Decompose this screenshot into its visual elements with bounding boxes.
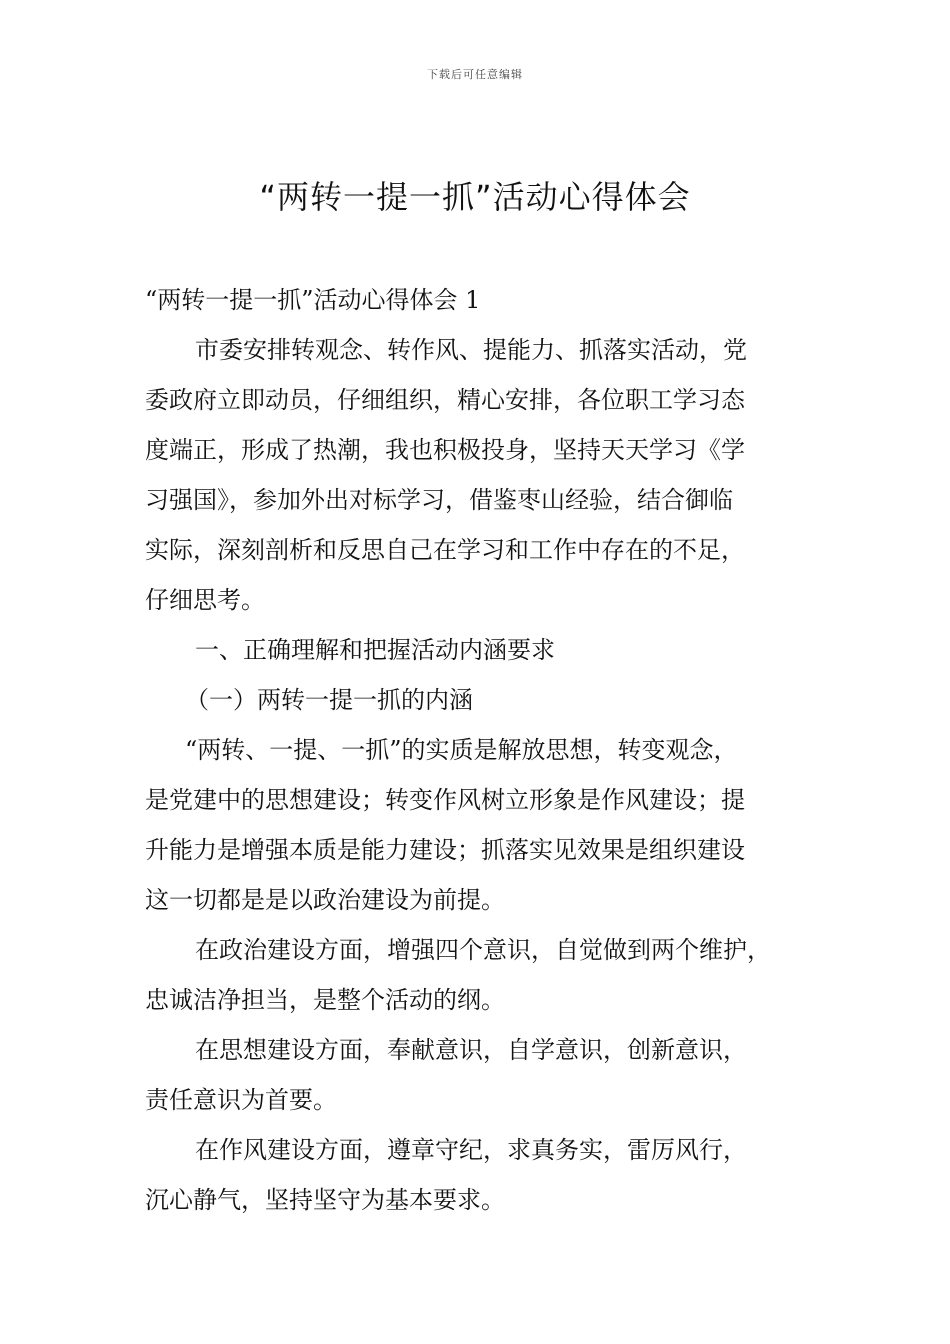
- paragraph-line: 度端正，形成了热潮，我也积极投身，坚持天天学习《学: [145, 436, 745, 464]
- paragraph-line: 这一切都是是以政治建设为前提。: [145, 886, 505, 914]
- paragraph-line: 责任意识为首要。: [145, 1086, 337, 1114]
- paragraph-line: 习强国》，参加外出对标学习，借鉴枣山经验，结合御临: [145, 486, 733, 514]
- paragraph-political: [145, 925, 810, 1025]
- paragraph-line: 委政府立即动员，仔细组织，精心安排，各位职工学习态: [145, 386, 745, 414]
- paragraph-line: 实际，深刻剖析和反思自己在学习和工作中存在的不足，: [145, 536, 745, 564]
- paragraph-line: 忠诚洁净担当，是整个活动的纲。: [145, 986, 505, 1014]
- paragraph-intro: [145, 325, 810, 625]
- section-subtitle: “两转一提一抓”活动心得体会 1: [145, 286, 481, 314]
- paragraph-line: “两转、一提、一抓”的实质是解放思想，转变观念，: [185, 736, 738, 764]
- paragraph-line: 是党建中的思想建设；转变作风树立形象是作风建设；提: [145, 786, 745, 814]
- paragraph-style: [145, 1125, 810, 1225]
- paragraph-line: 升能力是增强本质是能力建设；抓落实见效果是组织建设: [145, 836, 745, 864]
- heading-level-2: （一）两转一提一抓的内涵: [185, 686, 473, 714]
- document-body: [145, 275, 810, 1225]
- paragraph-line: 在政治建设方面，增强四个意识，自觉做到两个维护，: [195, 936, 771, 964]
- paragraph-line: 沉心静气，坚持坚守为基本要求。: [145, 1186, 505, 1214]
- paragraph-line: 在思想建设方面，奉献意识，自学意识，创新意识，: [195, 1036, 747, 1064]
- paragraph-ideological: [145, 1025, 810, 1125]
- paragraph-line: 仔细思考。: [145, 586, 265, 614]
- header-note: 下载后可任意编辑: [427, 68, 523, 81]
- paragraph-meaning: [145, 725, 810, 925]
- document-title: “两转一提一抓”活动心得体会: [259, 178, 691, 216]
- paragraph-line: 在作风建设方面，遵章守纪，求真务实，雷厉风行，: [195, 1136, 747, 1164]
- paragraph-line: 市委安排转观念、转作风、提能力、抓落实活动，党: [195, 336, 747, 364]
- heading-level-1: 一、正确理解和把握活动内涵要求: [195, 636, 555, 664]
